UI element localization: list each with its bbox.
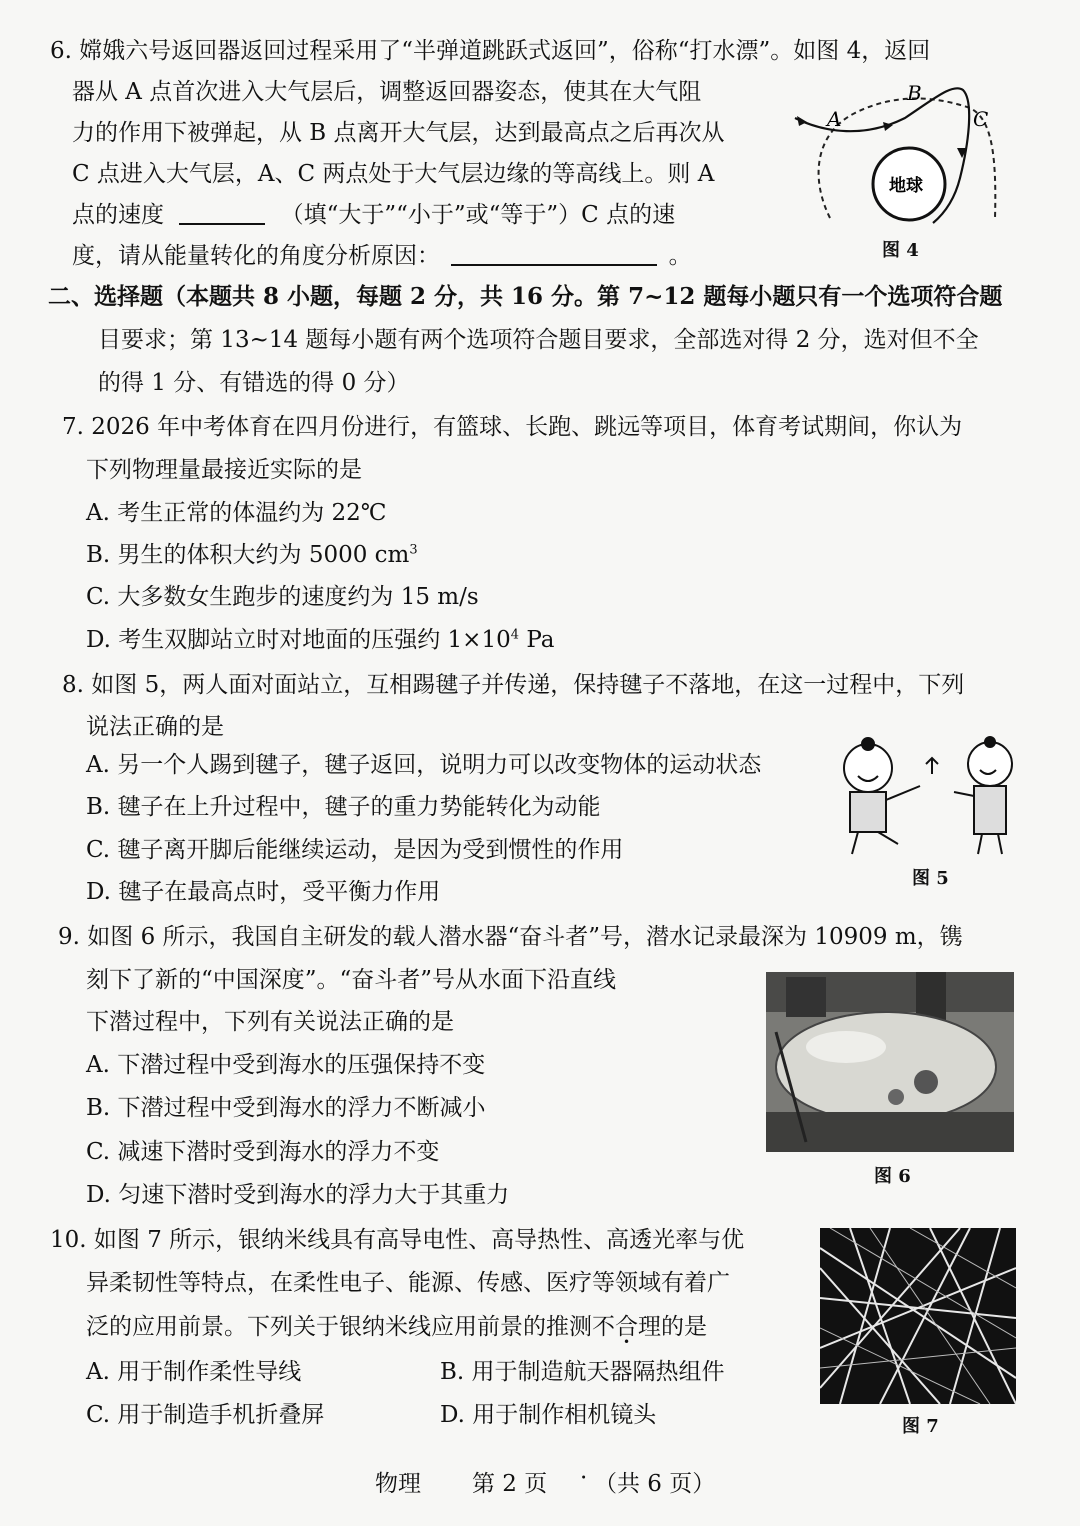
kid-2-hair-bun <box>985 737 995 747</box>
q9-stem-3: 下潜过程中，下列有关说法正确的是 <box>86 1009 454 1035</box>
q9-option-c[interactable]: C. 减速下潜时受到海水的浮力不变 <box>86 1139 440 1165</box>
kid-1-head <box>844 744 892 792</box>
q9-option-b[interactable]: B. 下潜过程中受到海水的浮力不断减小 <box>86 1095 486 1121</box>
q7-option-c[interactable]: C. 大多数女生跑步的速度约为 15 m/s <box>86 584 479 610</box>
q9-option-a[interactable]: A. 下潜过程中受到海水的压强保持不变 <box>86 1052 486 1078</box>
kid-1-arm <box>886 786 920 800</box>
kid-1-hair-bun <box>862 738 874 750</box>
q8-option-c[interactable]: C. 毽子离开脚后能继续运动，是因为受到惯性的作用 <box>86 837 624 863</box>
q10-option-d[interactable]: D. 用于制作相机镜头 <box>440 1402 657 1428</box>
kid-1-leg-left <box>852 832 858 854</box>
q9-stem-1: 9. 如图 6 所示，我国自主研发的载人潜水器“奋斗者”号，潜水记录最深为 10909 m，镌 <box>58 924 963 950</box>
section-2-line-3: 的得 1 分、有错选的得 0 分） <box>98 370 410 396</box>
point-c-label: C <box>973 107 989 131</box>
figure-4-caption: 图 4 <box>882 240 919 261</box>
q7-option-d-text: D. 考生双脚站立时对地面的压强约 1×10 <box>86 627 511 653</box>
kid-1-leg-right <box>878 832 898 844</box>
kid-1-body <box>850 792 886 832</box>
q6-line-5 <box>72 200 675 230</box>
figure-7-nanowire-micrograph <box>820 1228 1016 1404</box>
q6-line-6-pre: 度，请从能量转化的角度分析原因： <box>72 243 440 269</box>
kid-2-leg-right <box>998 834 1002 854</box>
footer-page-number: 第 2 页 <box>472 1471 548 1497</box>
trajectory-arrow-1 <box>797 116 807 126</box>
point-a-label: A <box>827 107 842 131</box>
kid-2-arm <box>954 792 974 796</box>
kid-2-leg-left <box>978 834 982 854</box>
q6-line-5-pre: 点的速度 <box>72 202 164 228</box>
q8-stem-1: 8. 如图 5，两人面对面站立，互相踢毽子并传递，保持毽子不落地，在这一过程中，下列 <box>62 672 965 698</box>
figure-4-diagram <box>785 78 1015 228</box>
q6-line-2: 器从 A 点首次进入大气层后，调整返回器姿态，使其在大气阻 <box>72 79 702 105</box>
q10-option-c[interactable]: C. 用于制造手机折叠屏 <box>86 1402 325 1428</box>
q6-line-6-post: 。 <box>668 243 692 269</box>
figure-6-caption: 图 6 <box>874 1166 911 1187</box>
footer-subject: 物理 <box>375 1471 421 1497</box>
section-2-line-1: 二、选择题（本题共 8 小题，每题 2 分，共 16 分。第 7~12 题每小题只有一个选项符合题 <box>48 283 1003 310</box>
q10-option-a[interactable]: A. 用于制作柔性导线 <box>86 1359 302 1385</box>
q7-option-b-text: B. 男生的体积大约为 5000 cm <box>86 542 410 568</box>
q7-option-d-sup: 4 <box>510 627 520 643</box>
kid-2-head <box>968 742 1012 786</box>
q7-stem-1: 7. 2026 年中考体育在四月份进行，有篮球、长跑、跳远等项目，体育考试期间，你认为 <box>62 414 963 440</box>
q6-line-4: C 点进入大气层，A、C 两点处于大气层边缘的等高线上。则 A <box>72 161 715 187</box>
q6-blank-speed[interactable] <box>179 201 265 225</box>
q10-stem-3-pre: 泛的应用前景。下列关于银纳米线应用前景的推测 <box>86 1314 592 1340</box>
q10-option-b[interactable]: B. 用于制造航天器隔热组件 <box>440 1359 725 1385</box>
figure-6-submersible-photo <box>766 972 1014 1152</box>
footer-total-pages: （共 6 页） <box>594 1471 716 1497</box>
figure-7-caption: 图 7 <box>902 1416 939 1437</box>
earth-label: 地球 <box>889 176 923 196</box>
q7-stem-2: 下列物理量最接近实际的是 <box>86 457 362 483</box>
q7-option-b[interactable] <box>86 540 418 570</box>
q10-stem-3 <box>86 1312 707 1342</box>
q8-option-d[interactable]: D. 毽子在最高点时，受平衡力作用 <box>86 879 441 905</box>
q8-option-a[interactable]: A. 另一个人踢到毽子，毽子返回，说明力可以改变物体的运动状态 <box>86 752 762 778</box>
footer-mark: · <box>580 1465 588 1491</box>
q8-option-b[interactable]: B. 毽子在上升过程中，毽子的重力势能转化为动能 <box>86 794 601 820</box>
q6-line-1: 6. 嫦娥六号返回器返回过程采用了“半弹道跳跃式返回”，俗称“打水漂”。如图 4，返回 <box>50 38 931 64</box>
shuttlecock-icon <box>926 758 938 774</box>
q10-stem-3-post: 的是 <box>661 1314 707 1340</box>
q7-option-b-sup: 3 <box>409 542 418 558</box>
q6-line-6 <box>72 241 692 271</box>
q10-stem-1: 10. 如图 7 所示，银纳米线具有高导电性、高导热性、高透光率与优 <box>50 1227 745 1253</box>
q9-stem-2: 刻下了新的“中国深度”。“奋斗者”号从水面下沿直线 <box>86 967 617 993</box>
q6-blank-reason[interactable] <box>451 242 657 266</box>
q7-option-d[interactable] <box>86 625 554 655</box>
figure-5-kids-illustration <box>828 736 1028 861</box>
q6-line-5-post: （填“大于”“小于”或“等于”）C 点的速 <box>280 202 676 228</box>
figure-5-caption: 图 5 <box>912 868 949 889</box>
q6-line-3: 力的作用下被弹起，从 B 点离开大气层，达到最高点之后再次从 <box>72 120 725 146</box>
q9-option-d[interactable]: D. 匀速下潜时受到海水的浮力大于其重力 <box>86 1182 510 1208</box>
q10-stem-2: 异柔韧性等特点，在柔性电子、能源、传感、医疗等领域有着广 <box>86 1270 730 1296</box>
q8-stem-2: 说法正确的是 <box>86 714 224 740</box>
q7-option-a[interactable]: A. 考生正常的体温约为 22℃ <box>86 500 387 526</box>
q10-emphasis-not-reasonable: 不合理 <box>592 1314 661 1340</box>
section-2-line-2: 目要求；第 13~14 题每小题有两个选项符合题目要求，全部选对得 2 分，选对但不全 <box>98 327 979 353</box>
q7-option-d-unit: Pa <box>519 627 555 653</box>
kid-2-body <box>974 786 1006 834</box>
point-b-label: B <box>907 81 922 105</box>
